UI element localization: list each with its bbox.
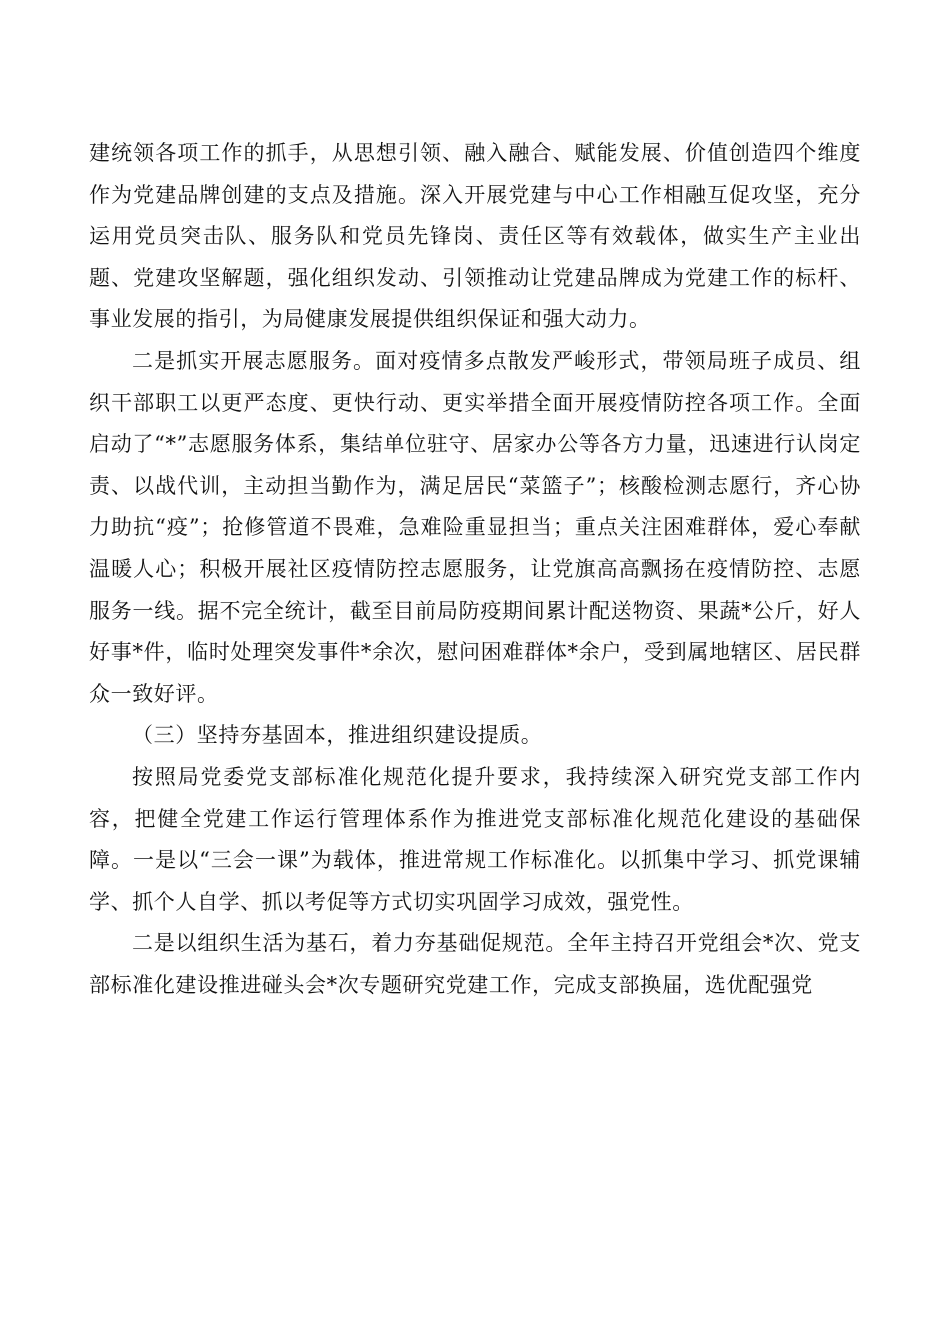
document-page	[89, 133, 861, 1006]
section-heading-organization: （三）坚持夯基固本，推进组织建设提质。	[132, 723, 543, 748]
paragraph-organization-life: 二是以组织生活为基石，着力夯基础促规范。全年主持召开党组会*次、党支部标准化建设推进碰头会*次专题研究党建工作，完成支部换届，选优配强党	[89, 931, 861, 997]
paragraph-party-brand: 建统领各项工作的抓手，从思想引领、融入融合、赋能发展、价值创造四个维度作为党建品牌创建的支点及措施。深入开展党建与中心工作相融互促攻坚，充分运用党员突击队、服务队和党员先锋岗、责任区等有效载体，做实生产主业出题、党建攻坚解题，强化组织发动、引领推动让党建品牌成为党建工作的标杆、事业发展的指引，为局健康发展提供组织保证和强大动力。	[89, 141, 861, 332]
paragraph-volunteer-service: 二是抓实开展志愿服务。面对疫情多点散发严峻形式，带领局班子成员、组织干部职工以更严态度、更快行动、更实举措全面开展疫情防控各项工作。全面启动了“*”志愿服务体系，集结单位驻守、居家办公等各方力量，迅速进行认岗定责、以战代训，主动担当勤作为，满足居民“菜篮子”；核酸检测志愿行，齐心协力助抗“疫”；抢修管道不畏难，急难险重显担当；重点关注困难群体，爱心奉献温暖人心；积极开展社区疫情防控志愿服务，让党旗高高飘扬在疫情防控、志愿服务一线。据不完全统计，截至目前局防疫期间累计配送物资、果蔬*公斤，好人好事*件，临时处理突发事件*余次，慰问困难群体*余户，受到属地辖区、居民群众一致好评。	[89, 348, 861, 706]
paragraph-standardization: 按照局党委党支部标准化规范化提升要求，我持续深入研究党支部工作内容，把健全党建工作运行管理体系作为推进党支部标准化规范化建设的基础保障。一是以“三会一课”为载体，推进常规工作标准化。以抓集中学习、抓党课辅学、抓个人自学、抓以考促等方式切实巩固学习成效，强党性。	[89, 764, 861, 914]
